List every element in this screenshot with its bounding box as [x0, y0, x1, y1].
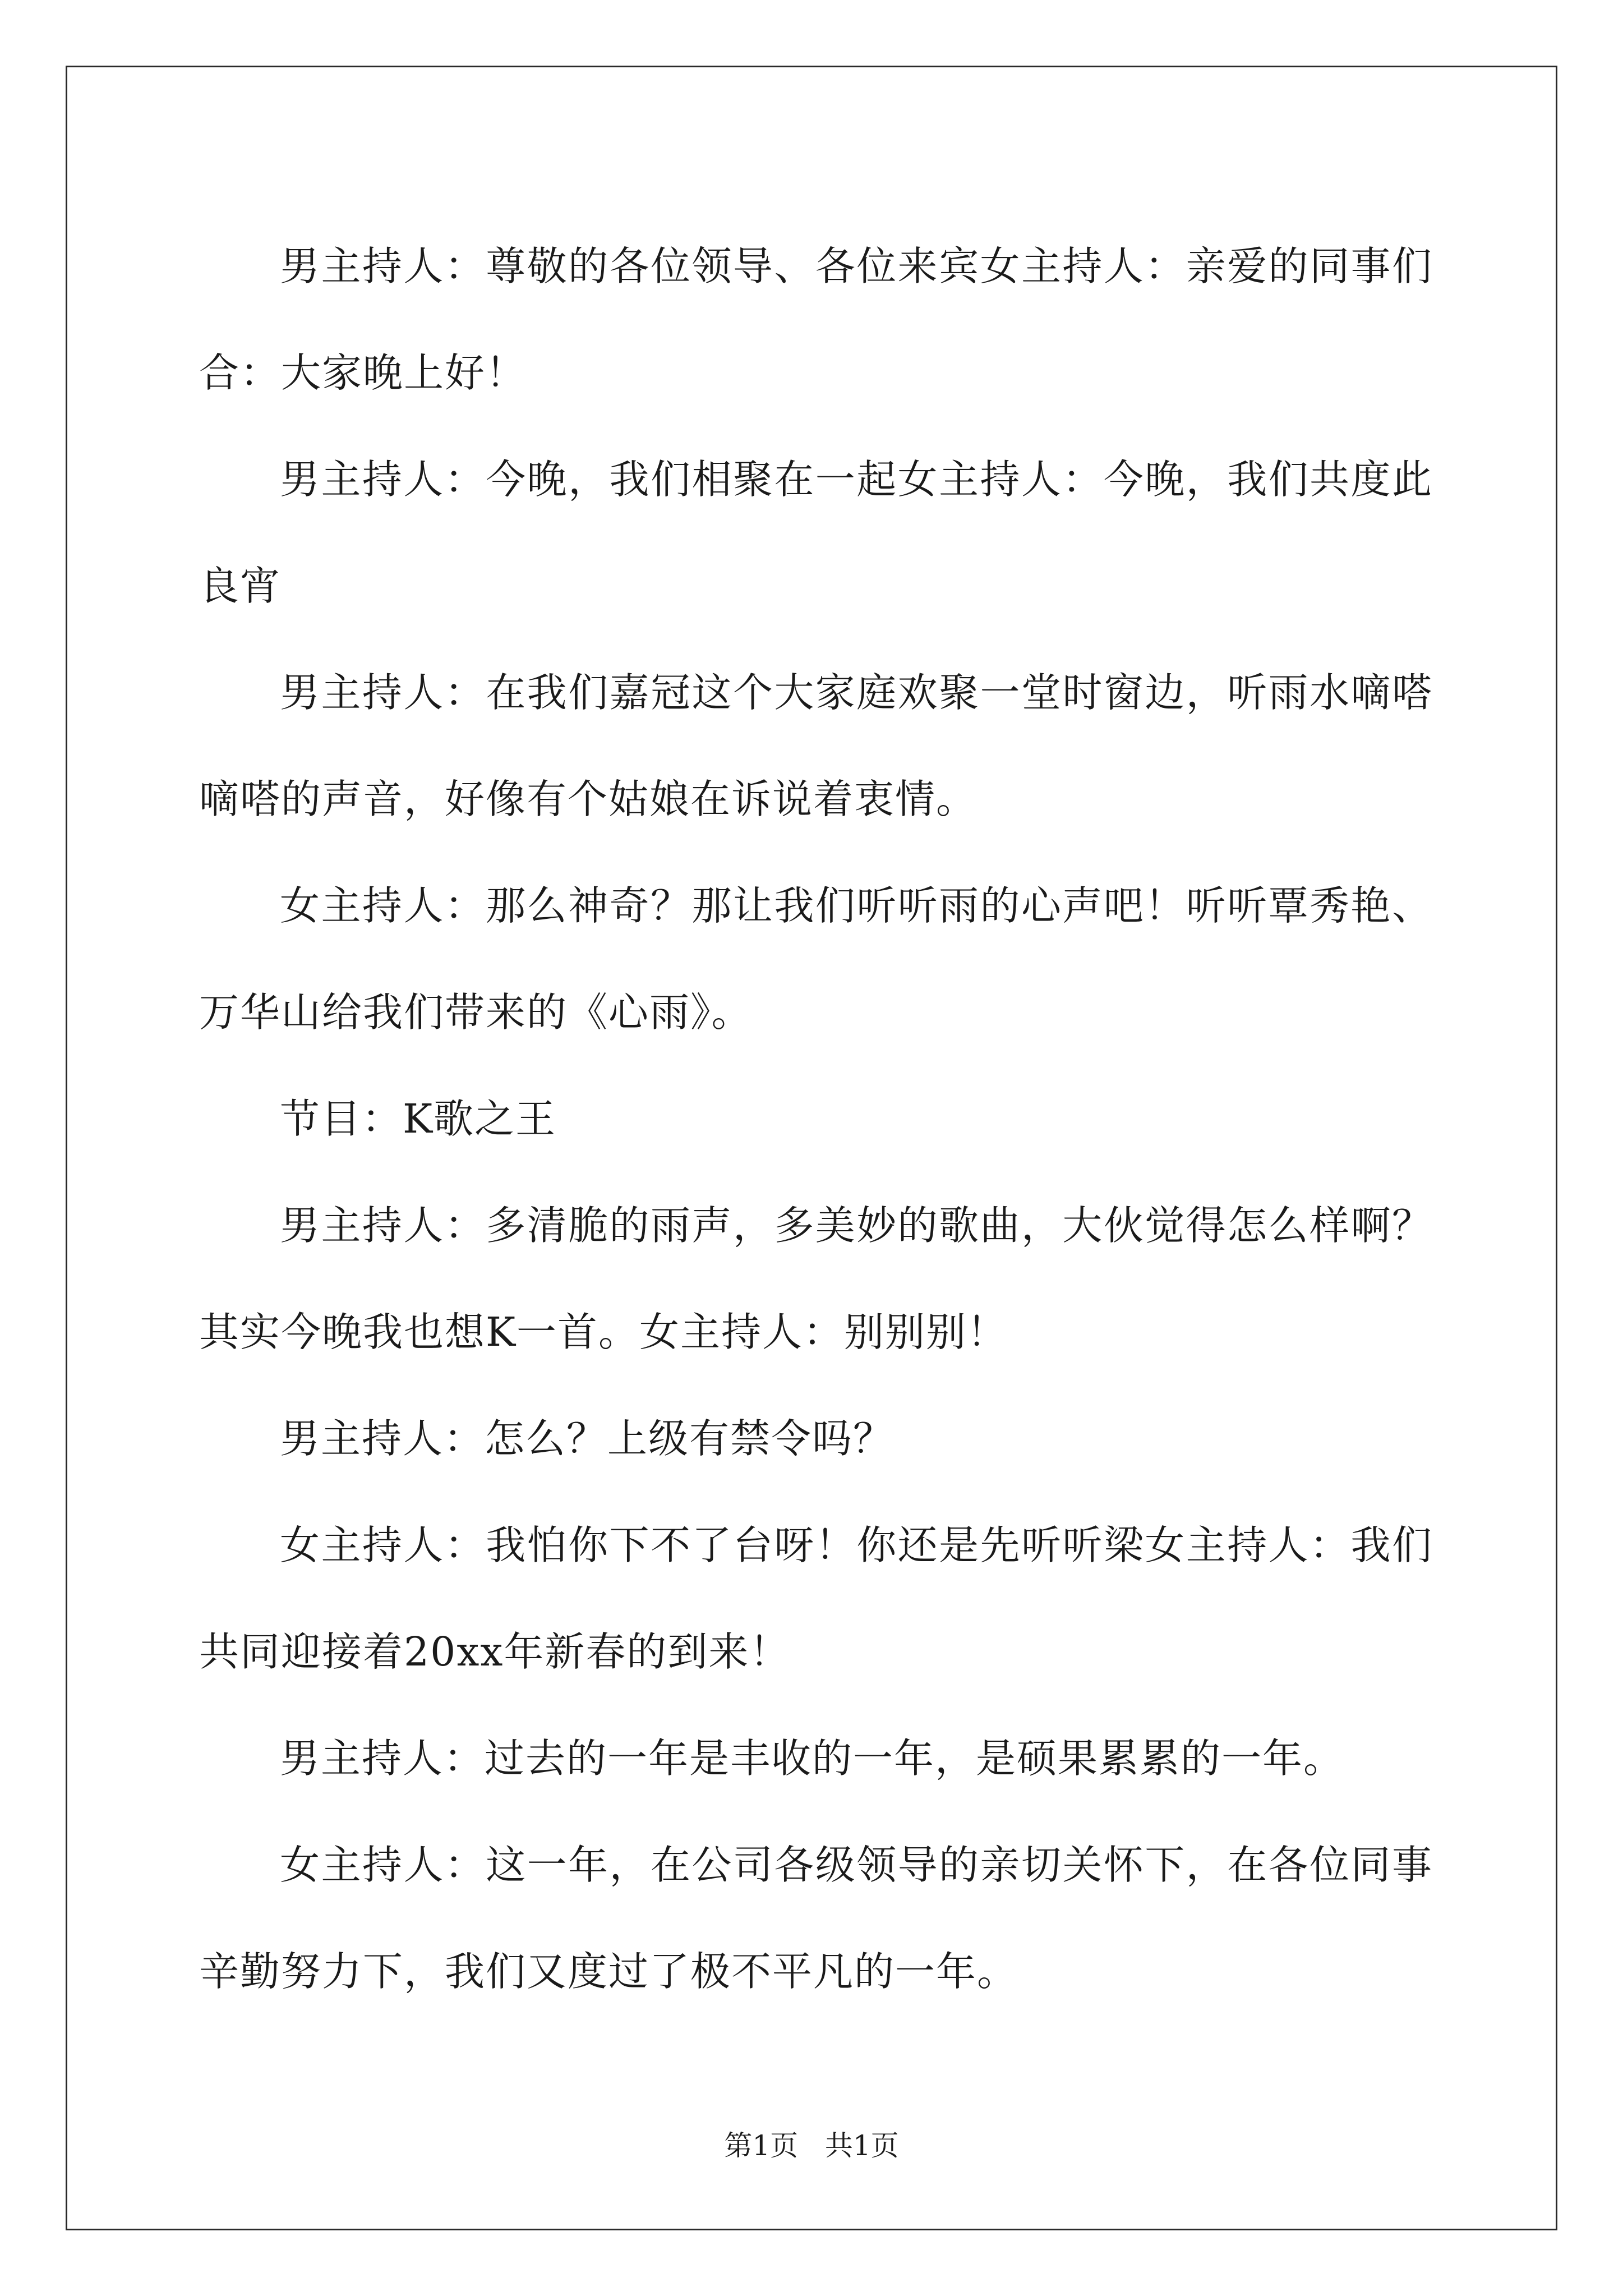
paragraph: 男主持人：过去的一年是丰收的一年，是硕果累累的一年。: [280, 1735, 1345, 1782]
paragraph: 男主持人：在我们嘉冠这个大家庭欢聚一堂时窗边，听雨水嘀嗒嘀嗒的声音，好像有个姑娘在诉说着衷情。: [199, 669, 1433, 822]
paragraph: 男主持人：怎么？上级有禁令吗？: [280, 1415, 895, 1462]
paragraph: 女主持人：我怕你下不了台呀！你还是先听听梁女主持人：我们共同迎接着20xx年新春的到来！: [199, 1522, 1433, 1675]
paragraph: 女主持人：那么神奇？那让我们听听雨的心声吧！听听覃秀艳、万华山给我们带来的《心雨》。: [199, 882, 1433, 1036]
paragraph: 男主持人：今晚，我们相聚在一起女主持人：今晚，我们共度此良宵: [199, 456, 1433, 609]
page-total: 共1页: [824, 2129, 899, 2162]
paragraph: 男主持人：尊敬的各位领导、各位来宾女主持人：亲爱的同事们合：大家晚上好！: [199, 243, 1433, 396]
paragraph: 女主持人：这一年，在公司各级领导的亲切关怀下，在各位同事辛勤努力下，我们又度过了极不平凡的一年。: [199, 1842, 1433, 1995]
page-number: 第1页: [724, 2129, 799, 2162]
document-body: [199, 213, 1433, 2025]
paragraph: 男主持人：多清脆的雨声，多美妙的歌曲，大伙觉得怎么样啊？其实今晚我也想K一首。女主持人：别别别！: [199, 1202, 1433, 1355]
paragraph: 节目：K歌之王: [280, 1096, 557, 1142]
page-footer: [0, 2129, 1623, 2162]
